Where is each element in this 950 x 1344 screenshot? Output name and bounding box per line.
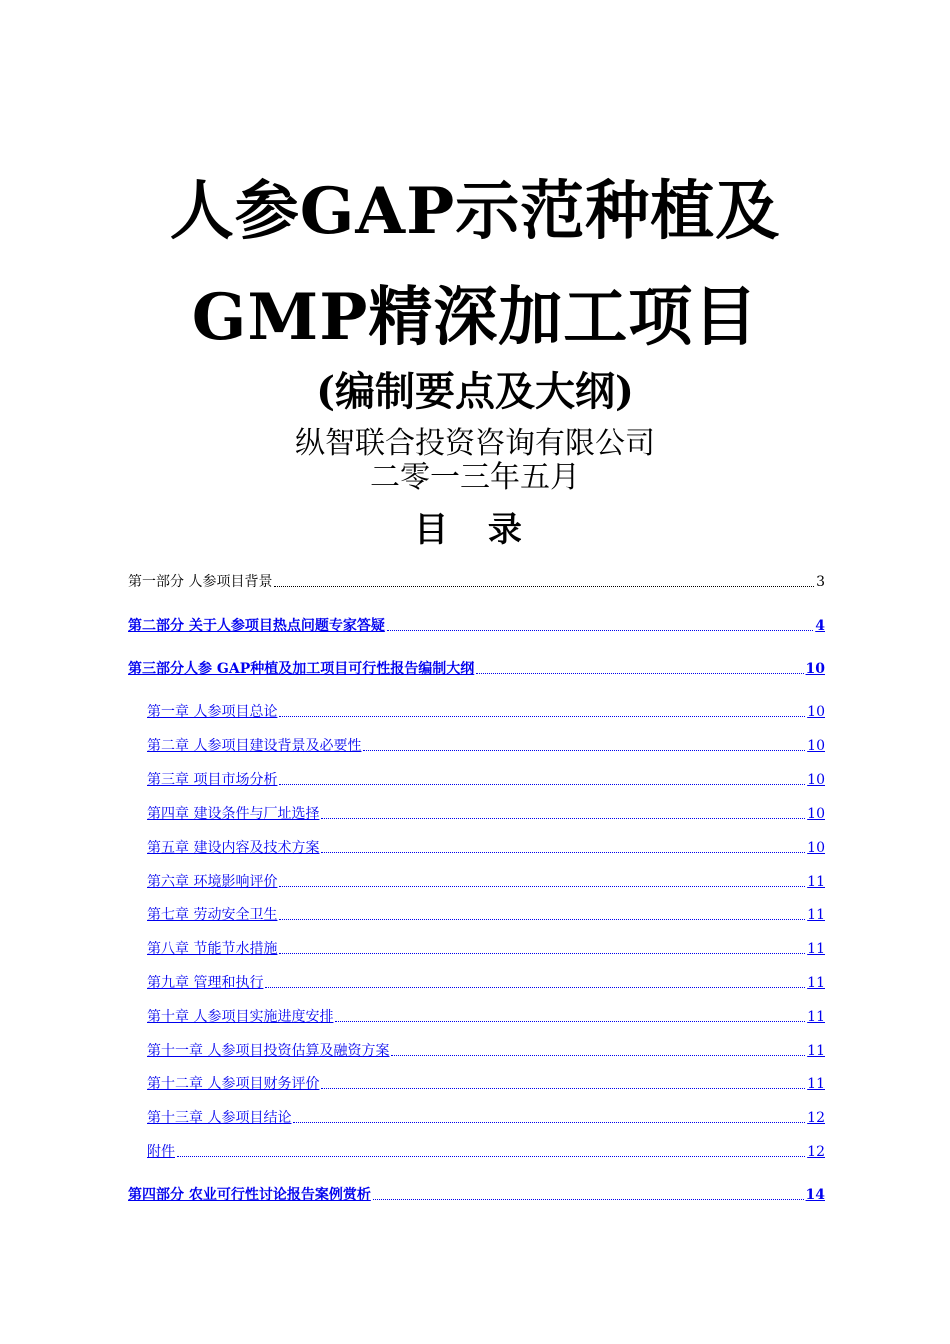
toc-leader-dots [476,673,803,674]
toc-entry-page: 11 [807,874,825,890]
toc-leader-dots [279,784,805,785]
toc-entry-label: 第三部分人参 GAP种植及加工项目可行性报告编制大纲 [128,661,475,677]
toc-leader-dots [387,630,813,631]
toc-entry-label: 第九章 管理和执行 [147,975,264,991]
toc-leader-dots [321,1088,805,1089]
toc-entry-part-3[interactable] [128,658,825,678]
company-name: 纵智联合投资咨询有限公司 [295,426,655,461]
toc-entry-page: 10 [807,840,825,856]
toc-entry-chapter-10[interactable] [147,1006,825,1026]
toc-entry-page: 14 [805,1187,825,1203]
toc-entry-part-2[interactable] [128,615,825,635]
toc-entry-chapter-13[interactable] [147,1107,825,1127]
toc-entry-page: 3 [816,574,825,590]
toc-entry-label: 第八章 节能节水措施 [147,941,278,957]
toc-entry-label: 第十章 人参项目实施进度安排 [147,1009,334,1025]
toc-entry-page: 10 [807,806,825,822]
toc-leader-dots [279,716,805,717]
toc-entry-page: 4 [815,618,825,634]
toc-entry-page: 11 [807,941,825,957]
toc-entry-label: 第四部分 农业可行性讨论报告案例赏析 [128,1187,371,1203]
toc-entry-label: 第二部分 关于人参项目热点问题专家答疑 [128,618,385,634]
toc-entry-label: 第一章 人参项目总论 [147,704,278,720]
toc-leader-dots [265,987,805,988]
toc-entry-page: 11 [807,1076,825,1092]
toc-entry-chapter-1[interactable] [147,701,825,721]
title-line-2: GMP精深加工项目 [191,280,759,355]
toc-entry-chapter-3[interactable] [147,769,825,789]
toc-leader-dots [335,1021,805,1022]
toc-entry-page: 10 [807,704,825,720]
toc-entry-chapter-4[interactable] [147,803,825,823]
toc-entry-page: 12 [807,1144,825,1160]
toc-entry-label: 附件 [147,1144,175,1160]
toc-entry-label: 第二章 人参项目建设背景及必要性 [147,738,362,754]
toc-entry-page: 12 [807,1110,825,1126]
toc-entry-page: 10 [807,738,825,754]
toc-entry-part-1[interactable] [128,571,825,591]
toc-leader-dots [321,818,805,819]
toc-entry-chapter-5[interactable] [147,837,825,857]
toc-leader-dots [373,1199,804,1200]
toc-entry-page: 11 [807,1009,825,1025]
toc-entry-chapter-8[interactable] [147,938,825,958]
toc-leader-dots [279,953,805,954]
toc-leader-dots [279,886,805,887]
toc-entry-label: 第五章 建设内容及技术方案 [147,840,320,856]
document-date: 二零一三年五月 [370,460,580,495]
toc-entry-part-4[interactable] [128,1184,825,1204]
toc-entry-chapter-9[interactable] [147,972,825,992]
toc-leader-dots [293,1122,805,1123]
title-line-1: 人参GAP示范种植及 [169,174,781,249]
toc-entry-page: 10 [807,772,825,788]
toc-entry-label: 第七章 劳动安全卫生 [147,907,278,923]
toc-leader-dots [363,750,805,751]
toc-entry-chapter-6[interactable] [147,871,825,891]
toc-entry-page: 11 [807,975,825,991]
toc-entry-appendix[interactable] [147,1141,825,1161]
toc-entry-label: 第六章 环境影响评价 [147,874,278,890]
toc-entry-chapter-7[interactable] [147,904,825,924]
toc-entry-label: 第四章 建设条件与厂址选择 [147,806,320,822]
toc-entry-chapter-2[interactable] [147,735,825,755]
toc-entry-label: 第一部分 人参项目背景 [128,574,273,590]
toc-entry-label: 第十三章 人参项目结论 [147,1110,292,1126]
toc-entry-chapter-11[interactable] [147,1040,825,1060]
toc-leader-dots [391,1055,805,1056]
toc-entry-page: 10 [805,661,825,677]
toc-leader-dots [321,852,805,853]
toc-entry-page: 11 [807,1043,825,1059]
title-line-3: (编制要点及大纲) [316,368,634,415]
toc-entry-chapter-12[interactable] [147,1073,825,1093]
toc-entry-page: 11 [807,907,825,923]
toc-entry-label: 第十一章 人参项目投资估算及融资方案 [147,1043,390,1059]
toc-heading: 目 录 [414,510,536,550]
toc-entry-label: 第十二章 人参项目财务评价 [147,1076,320,1092]
toc-entry-label: 第三章 项目市场分析 [147,772,278,788]
toc-leader-dots [274,586,814,587]
toc-leader-dots [177,1156,805,1157]
toc-leader-dots [279,919,805,920]
